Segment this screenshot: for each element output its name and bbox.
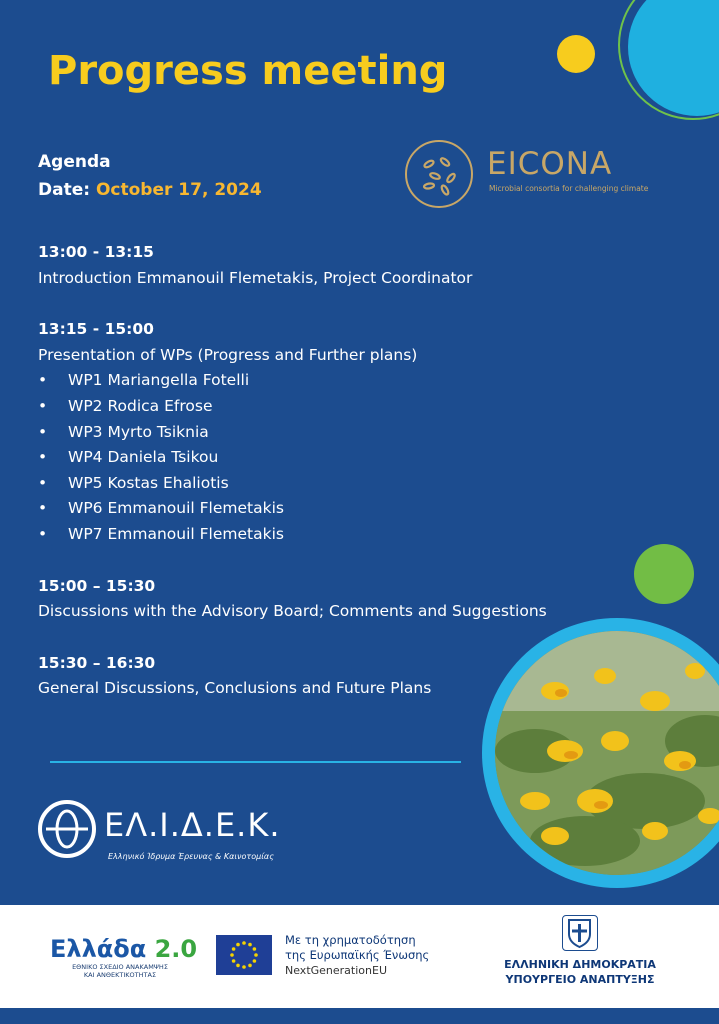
eu-funding-text	[285, 933, 429, 978]
slot-time: 13:00 - 13:15	[38, 243, 154, 261]
slot-text: Discussions with the Advisory Board; Comments and Suggestions	[38, 602, 547, 621]
elidek-logo	[38, 800, 298, 870]
slot-text: General Discussions, Conclusions and Future Plans	[38, 679, 432, 698]
agenda-slot	[38, 317, 638, 547]
agenda-slot	[38, 240, 638, 291]
decor-circle-yellow	[557, 35, 595, 73]
list-item: • WP1 Mariangella Fotelli	[38, 368, 638, 394]
ellada-wordmark	[50, 935, 210, 963]
list-item: • WP5 Kostas Ehaliotis	[38, 471, 638, 497]
gov-line: ΕΛΛΗΝΙΚΗ ΔΗΜΟΚΡΑΤΙΑ	[504, 958, 656, 971]
ellada-name: Ελλάδα	[50, 935, 147, 963]
wp-list	[38, 368, 638, 547]
eu-line: NextGenerationEU	[285, 964, 387, 977]
gov-line: ΥΠΟΥΡΓΕΙΟ ΑΝΑΠΤΥΞΗΣ	[505, 973, 655, 986]
page-title: Progress meeting	[48, 48, 448, 94]
ministry-text	[495, 957, 665, 987]
footer-bottom-band	[0, 1008, 719, 1024]
eicona-microbe-icon	[405, 140, 473, 208]
greece-2-0-logo	[50, 935, 210, 979]
divider	[50, 761, 461, 763]
ellada-subtitle-line: ΚΑΙ ΑΝΘΕΚΤΙΚΟΤΗΤΑΣ	[83, 971, 157, 979]
elidek-subtitle: Ελληνικό Ίδρυμα Έρευνας & Καινοτομίας	[108, 852, 274, 861]
decor-circle-green	[634, 544, 694, 604]
eicona-logo	[405, 140, 665, 210]
eicona-tagline: Microbial consortia for challenging climate	[489, 184, 649, 193]
list-item: • WP7 Emmanouil Flemetakis	[38, 522, 638, 548]
elidek-name: ΕΛ.Ι.Δ.Ε.Κ.	[104, 806, 281, 844]
ellada-number: 2.0	[154, 935, 198, 963]
agenda-label: Agenda	[38, 152, 111, 172]
list-item: • WP2 Rodica Efrose	[38, 394, 638, 420]
slot-text: Introduction Emmanouil Flemetakis, Project Coordinator	[38, 268, 473, 287]
ellada-subtitle-line: ΕΘΝΙΚΟ ΣΧΕΔΙΟ ΑΝΑΚΑΜΨΗΣ	[72, 963, 168, 971]
elidek-emblem-icon	[38, 800, 96, 858]
date-line	[38, 176, 262, 204]
eu-flag-icon	[216, 935, 272, 975]
slot-text: Presentation of WPs (Progress and Further plans)	[38, 345, 418, 364]
greek-coat-of-arms-icon	[562, 915, 598, 951]
agenda-header	[38, 148, 262, 204]
slot-time: 15:00 – 15:30	[38, 576, 156, 595]
ellada-subtitle	[50, 963, 190, 979]
list-item: • WP4 Daniela Tsikou	[38, 445, 638, 471]
eu-line: της Ευρωπαϊκής Ένωσης	[285, 948, 430, 962]
eicona-name: EICONA	[487, 146, 613, 182]
funding-footer	[0, 905, 719, 1008]
slot-time: 13:15 - 15:00	[38, 320, 154, 339]
eu-line: Με τη χρηματοδότηση	[285, 933, 416, 947]
agenda-slot	[38, 574, 638, 625]
date-value: October 17, 2024	[95, 180, 262, 200]
slot-time: 15:30 – 16:30	[38, 653, 156, 672]
list-item: • WP3 Myrto Tsiknia	[38, 420, 638, 446]
date-label: Date:	[38, 180, 91, 200]
list-item: • WP6 Emmanouil Flemetakis	[38, 496, 638, 522]
